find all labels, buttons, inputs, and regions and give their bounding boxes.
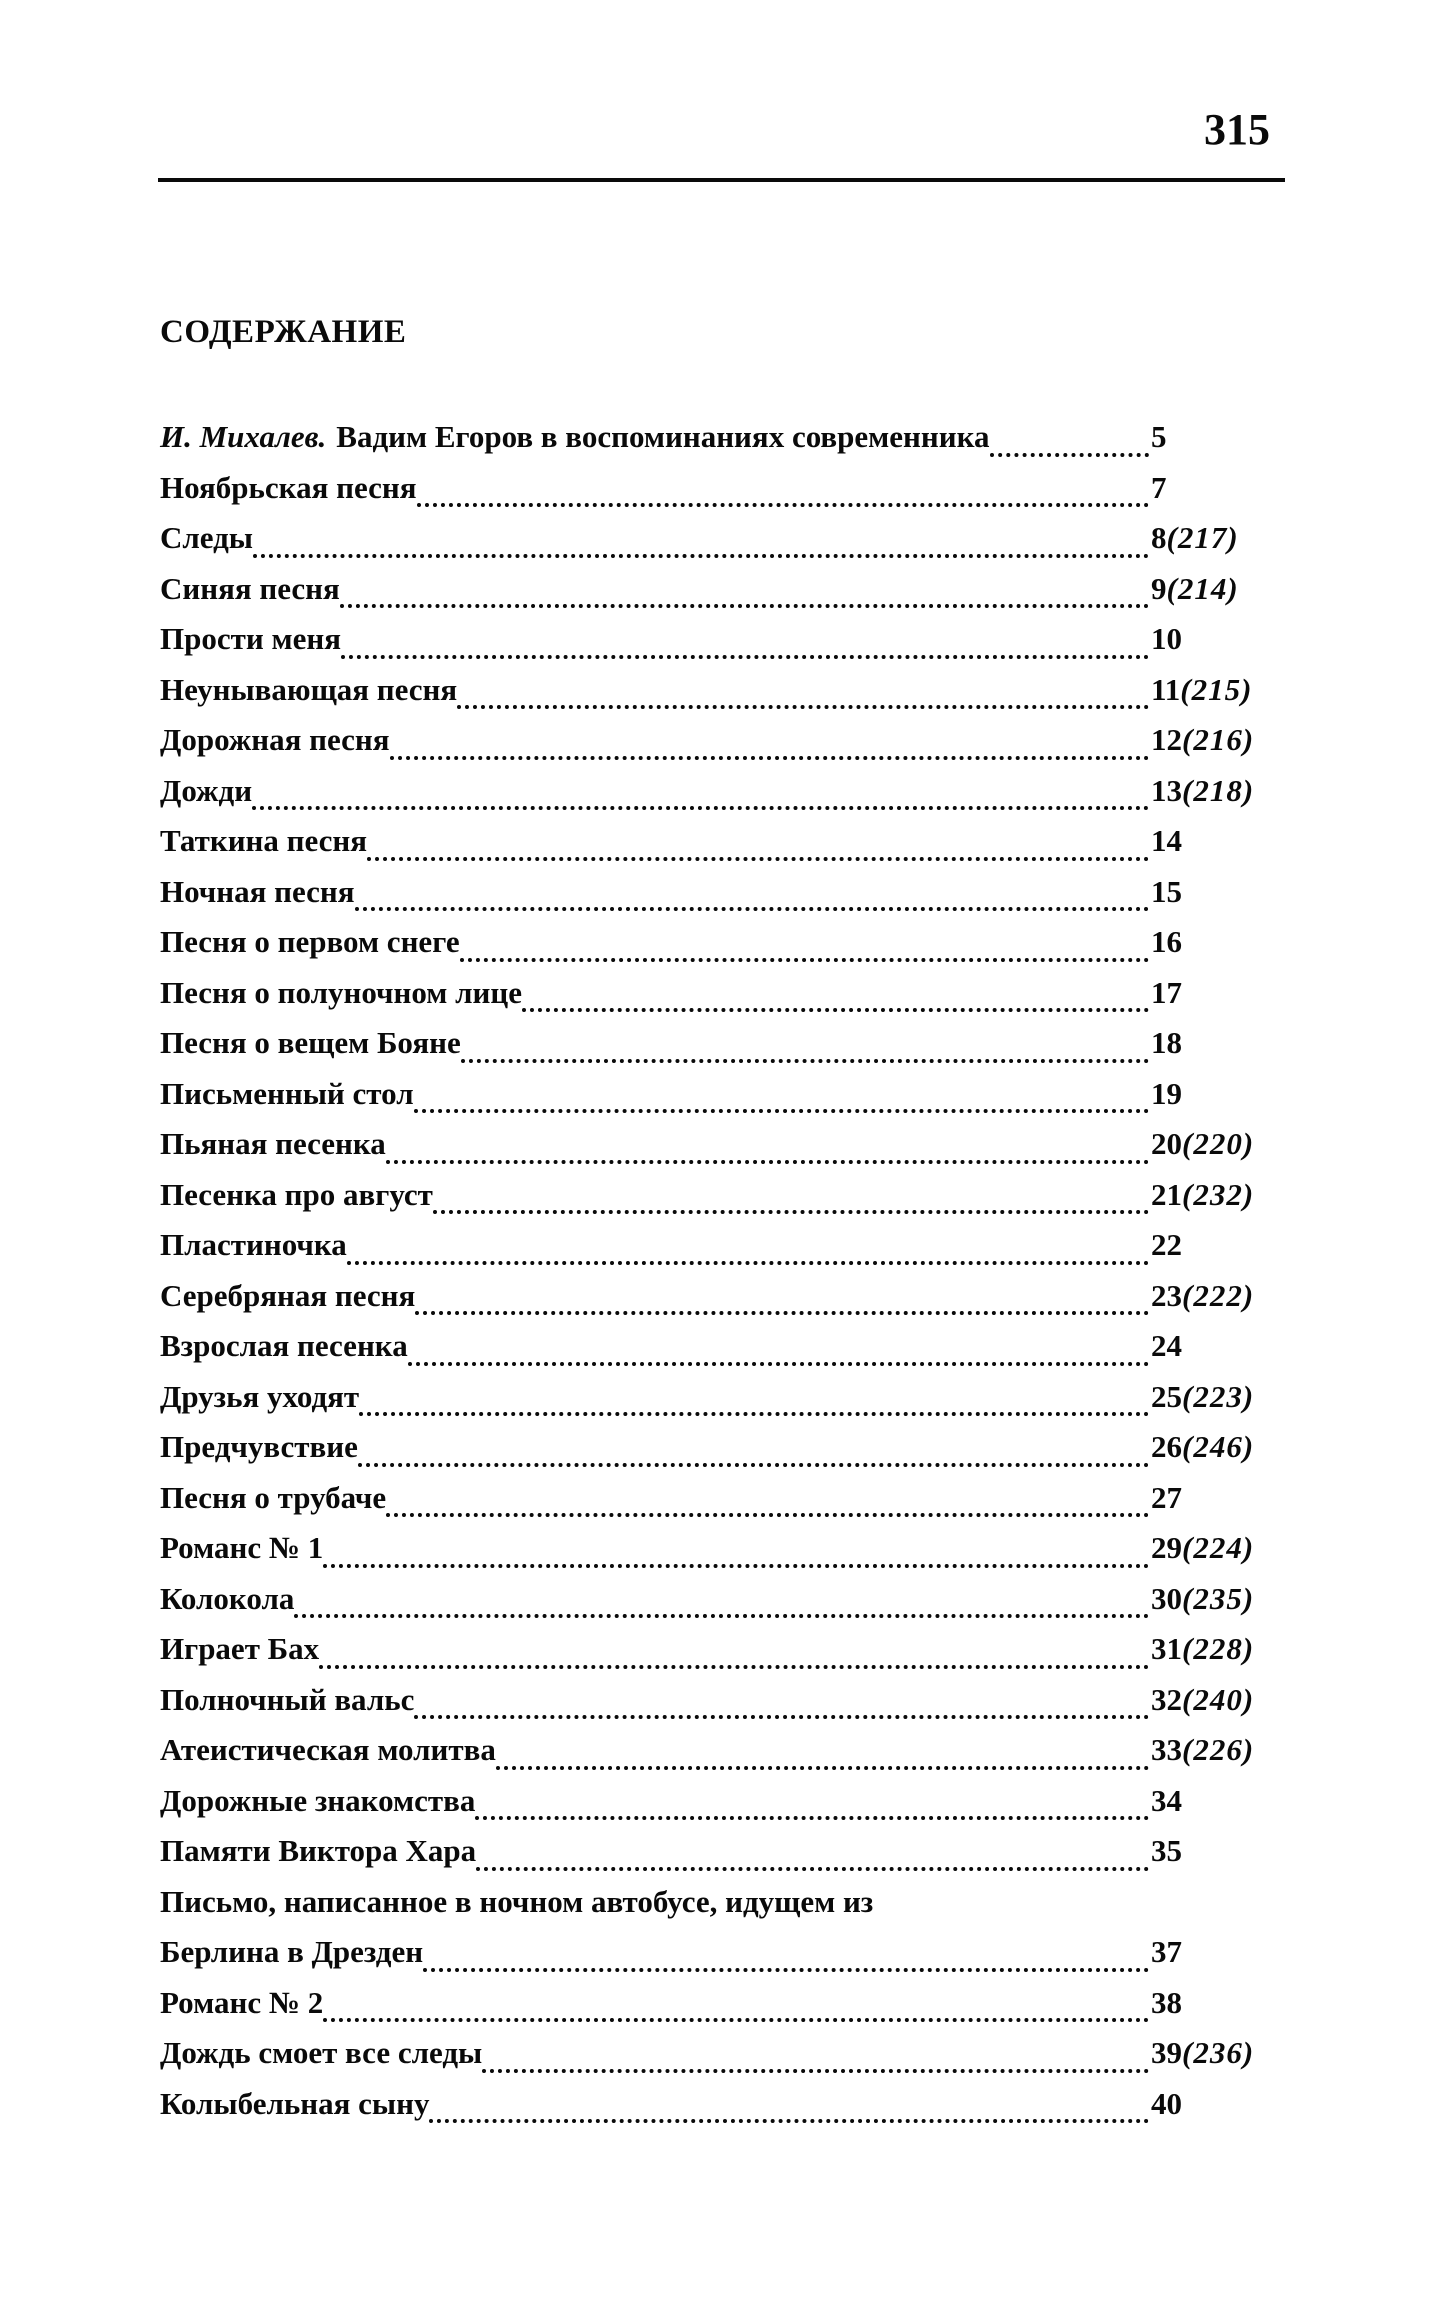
- toc-entry: [160, 1119, 1280, 1170]
- toc-entry-page-ref: (215): [1180, 671, 1253, 707]
- toc-entry-page: [1149, 419, 1167, 455]
- toc-entry-page: [1149, 1328, 1182, 1364]
- toc-entry-page: [1149, 1379, 1254, 1415]
- toc-entry-page: [1149, 1076, 1182, 1112]
- toc-entry-page-number: 34: [1151, 1782, 1182, 1818]
- toc-entry-page-number: 33: [1151, 1732, 1182, 1768]
- toc-entry-title-text: Дождь смоет все следы: [160, 2035, 483, 2071]
- toc-leader-dots: [476, 1840, 1149, 1871]
- toc-entry: [160, 1271, 1280, 1322]
- toc-entry-title-text: Неунывающая песня: [160, 671, 458, 707]
- toc-entry: [160, 917, 1280, 968]
- toc-entry-page: [1149, 975, 1182, 1011]
- toc-entry-title: [160, 1985, 323, 2021]
- toc-entry: [160, 1725, 1280, 1776]
- toc-entry: [160, 1826, 1280, 1877]
- toc-entry-title: [160, 520, 253, 556]
- toc-entry: [160, 1069, 1280, 1120]
- toc-entry-page: [1149, 773, 1254, 809]
- toc-leader-dots: [414, 1688, 1149, 1719]
- toc-entry-title-text: Вадим Егоров в воспоминаниях современника: [336, 419, 990, 455]
- toc-entry-title: [160, 1076, 414, 1112]
- toc-entry: [160, 1523, 1280, 1574]
- toc-entry: [160, 1927, 1280, 1978]
- toc-entry-page: [1149, 571, 1239, 607]
- toc-leader-dots: [460, 931, 1149, 962]
- toc-entry-title: [160, 823, 367, 859]
- toc-entry-page: [1149, 1732, 1254, 1768]
- toc-entry-title: [160, 1833, 476, 1869]
- toc-entry-page-number: 23: [1151, 1277, 1182, 1313]
- toc-entry: [160, 715, 1280, 766]
- toc-entry-title: [160, 1581, 294, 1617]
- toc-entry: [160, 1624, 1280, 1675]
- toc-entry-page-number: 25: [1151, 1378, 1182, 1414]
- toc-entry-title-text: Песня о трубаче: [160, 1479, 387, 1515]
- toc-entry-page-number: 11: [1151, 671, 1181, 707]
- toc-entry-page: [1149, 470, 1167, 506]
- toc-entry-page-number: 8: [1151, 520, 1167, 556]
- toc-entry: [160, 1321, 1280, 1372]
- toc-entry-page: [1149, 1530, 1254, 1566]
- toc-leader-dots: [358, 1436, 1149, 1467]
- toc-entry-page-number: 17: [1151, 974, 1182, 1010]
- toc-entry-page-ref: (224): [1182, 1530, 1255, 1566]
- toc-entry-page: [1149, 520, 1239, 556]
- toc-entry: [160, 816, 1280, 867]
- toc-entry-page-number: 14: [1151, 823, 1182, 859]
- toc-entry-page-number: 27: [1151, 1479, 1182, 1515]
- toc-entry: [160, 1776, 1280, 1827]
- toc-entry-title-text: Письмо, написанное в ночном автобусе, идущем из: [160, 1883, 874, 1919]
- toc-entry-page: [1149, 1025, 1182, 1061]
- toc-entry-page: [1149, 722, 1254, 758]
- toc-entry-title: [160, 1480, 386, 1516]
- toc-leader-dots: [414, 1082, 1149, 1113]
- toc-entry-page-number: 22: [1151, 1227, 1182, 1263]
- toc-entry-page-number: 32: [1151, 1681, 1182, 1717]
- toc-entry-page-number: 39: [1151, 2035, 1182, 2071]
- toc-leader-dots: [347, 1234, 1149, 1265]
- toc-entry-title: [160, 1328, 408, 1364]
- toc-entry-page-number: 30: [1151, 1580, 1182, 1616]
- toc-entry-title-text: Взрослая песенка: [160, 1328, 408, 1364]
- toc-entry-title-text: Дорожные знакомства: [160, 1782, 476, 1818]
- toc-entry-page-ref: (217): [1166, 520, 1239, 556]
- toc-entry-page: [1149, 1783, 1182, 1819]
- toc-entry: [160, 867, 1280, 918]
- toc-leader-dots: [433, 1183, 1149, 1214]
- toc-entry-page: [1149, 1934, 1182, 1970]
- toc-entry-page-number: 9: [1151, 570, 1167, 606]
- toc-list: [160, 412, 1280, 2129]
- toc-entry-title-text: Берлина в Дрезден: [160, 1934, 424, 1970]
- toc-leader-dots: [429, 2092, 1149, 2123]
- toc-entry-page-number: 24: [1151, 1328, 1182, 1364]
- toc-entry-page-number: 13: [1151, 772, 1182, 808]
- toc-leader-dots: [390, 729, 1149, 760]
- toc-entry-page-number: 15: [1151, 873, 1182, 909]
- toc-entry-page-number: 10: [1151, 621, 1182, 657]
- toc-entry: [160, 1473, 1280, 1524]
- toc-entry-page-number: 35: [1151, 1833, 1182, 1869]
- toc-leader-dots: [461, 1032, 1149, 1063]
- toc-entry: [160, 614, 1280, 665]
- toc-entry-page-number: 18: [1151, 1025, 1182, 1061]
- toc-entry-title-text: Дорожная песня: [160, 722, 390, 758]
- toc-leader-dots: [323, 1991, 1149, 2022]
- toc-leader-dots: [319, 1638, 1149, 1669]
- toc-entry-page: [1149, 874, 1182, 910]
- toc-leader-dots: [386, 1486, 1149, 1517]
- toc-entry: [160, 1372, 1280, 1423]
- toc-entry-page-ref: (236): [1182, 2035, 1255, 2071]
- toc-leader-dots: [457, 678, 1149, 709]
- toc-entry-page-ref: (226): [1182, 1732, 1255, 1768]
- toc-entry-title: [160, 1126, 386, 1162]
- toc-leader-dots: [359, 1385, 1149, 1416]
- toc-leader-dots: [367, 830, 1149, 861]
- toc-leader-dots: [990, 426, 1149, 457]
- toc-entry-page: [1149, 924, 1182, 960]
- toc-entry-page: [1149, 1985, 1182, 2021]
- toc-entry: [160, 463, 1280, 514]
- toc-entry-title-text: Синяя песня: [160, 570, 340, 606]
- toc-entry-title-text: Памяти Виктора Хара: [160, 1833, 477, 1869]
- toc-entry-title: [160, 1177, 433, 1213]
- toc-entry-page: [1149, 1480, 1182, 1516]
- toc-entry-title-text: Пьяная песенка: [160, 1126, 386, 1162]
- toc-entry-page-ref: (216): [1182, 722, 1255, 758]
- toc-entry-page-ref: (218): [1182, 772, 1255, 808]
- toc-entry: [160, 1978, 1280, 2029]
- toc-entry-title: [160, 1227, 347, 1263]
- toc-entry-title: [160, 1732, 496, 1768]
- toc-leader-dots: [341, 628, 1149, 659]
- toc-leader-dots: [482, 2042, 1149, 2073]
- toc-entry-title: [160, 1783, 475, 1819]
- toc-entry-page: [1149, 2086, 1182, 2122]
- toc-entry-page: [1149, 1126, 1254, 1162]
- toc-entry-title-text: Песня о полуночном лице: [160, 974, 523, 1010]
- toc-entry: [160, 1018, 1280, 1069]
- toc-entry-title: [160, 470, 417, 506]
- toc-entry-page: [1149, 672, 1252, 708]
- toc-leader-dots: [522, 981, 1149, 1012]
- toc-entry: [160, 2079, 1280, 2130]
- toc-leader-dots: [408, 1335, 1149, 1366]
- toc-entry-title: [160, 1530, 323, 1566]
- toc-entry-title: [160, 924, 460, 960]
- toc-entry-title: [160, 571, 340, 607]
- toc-leader-dots: [386, 1133, 1149, 1164]
- toc-entry: [160, 968, 1280, 1019]
- header-rule: [158, 178, 1285, 182]
- toc-entry-title-text: Серебряная песня: [160, 1277, 416, 1313]
- toc-entry-title-text: Колокола: [160, 1580, 295, 1616]
- toc-leader-dots: [340, 577, 1149, 608]
- toc-entry-title: [160, 419, 990, 455]
- toc-entry-title: [160, 2035, 482, 2071]
- toc-entry-title: [160, 621, 341, 657]
- toc-entry-page-number: 29: [1151, 1530, 1182, 1566]
- toc-entry-title: [160, 1631, 319, 1667]
- toc-entry-title-text: Песня о вещем Бояне: [160, 1025, 461, 1061]
- toc-entry-page-number: 38: [1151, 1984, 1182, 2020]
- toc-entry-title-text: Пластиночка: [160, 1227, 347, 1263]
- toc-entry-title-text: Играет Бах: [160, 1631, 320, 1667]
- toc-entry-title: [160, 672, 457, 708]
- toc-entry: [160, 665, 1280, 716]
- toc-entry: [160, 1675, 1280, 1726]
- toc-entry-page-number: 37: [1151, 1934, 1182, 1970]
- toc-entry-title-text: Друзья уходят: [160, 1378, 360, 1414]
- toc-entry-page-ref: (222): [1182, 1277, 1255, 1313]
- toc-entry-title: [160, 1682, 414, 1718]
- toc-entry-page: [1149, 1682, 1254, 1718]
- toc-entry-title-text: Романс № 2: [160, 1984, 324, 2020]
- toc-entry-title-text: Песня о первом снеге: [160, 924, 460, 960]
- toc-entry-page: [1149, 2035, 1254, 2071]
- toc-entry: [160, 1170, 1280, 1221]
- toc-entry: [160, 412, 1280, 463]
- toc-entry-title-text: Письменный стол: [160, 1075, 414, 1111]
- toc-entry-title: [160, 1379, 359, 1415]
- toc-leader-dots: [423, 1941, 1149, 1972]
- toc-entry-title-text: Колыбельная сыну: [160, 2085, 430, 2121]
- toc-entry: [160, 1220, 1280, 1271]
- toc-entry-page: [1149, 1429, 1254, 1465]
- toc-entry-page: [1149, 823, 1182, 859]
- toc-entry-page: [1149, 1581, 1254, 1617]
- toc-entry-page: [1149, 1833, 1182, 1869]
- toc-entry-title-text: Предчувствие: [160, 1429, 358, 1465]
- toc-entry-page-number: 7: [1151, 469, 1167, 505]
- toc-entry: [160, 564, 1280, 615]
- toc-entry-page-number: 26: [1151, 1429, 1182, 1465]
- toc-entry-page-ref: (220): [1182, 1126, 1255, 1162]
- toc-entry-title: [160, 1884, 873, 1920]
- toc-leader-dots: [415, 1284, 1149, 1315]
- toc-entry-page-number: 5: [1151, 419, 1167, 455]
- toc-entry-page: [1149, 621, 1182, 657]
- toc-entry: [160, 766, 1280, 817]
- toc-entry-title: [160, 1025, 461, 1061]
- toc-entry-title-text: Романс № 1: [160, 1530, 324, 1566]
- toc-leader-dots: [294, 1587, 1149, 1618]
- toc-entry-page-number: 40: [1151, 2085, 1182, 2121]
- toc-entry-title-text: Атеистическая молитва: [160, 1732, 496, 1768]
- toc-entry-page: [1149, 1278, 1254, 1314]
- toc-entry-title-text: Песенка про август: [160, 1176, 433, 1212]
- toc-entry-title-text: Полночный вальс: [160, 1681, 415, 1717]
- toc-entry-title: [160, 2086, 429, 2122]
- toc-entry-page-number: 12: [1151, 722, 1182, 758]
- toc-entry-title-text: Ночная песня: [160, 873, 355, 909]
- toc-entry-page-number: 19: [1151, 1075, 1182, 1111]
- toc-leader-dots: [252, 779, 1149, 810]
- toc-entry-page-number: 20: [1151, 1126, 1182, 1162]
- toc-entry-title-text: Ноябрьская песня: [160, 469, 417, 505]
- toc-entry-title-text: Таткина песня: [160, 823, 368, 859]
- toc-entry-page: [1149, 1227, 1182, 1263]
- toc-entry-page-ref: (223): [1182, 1378, 1255, 1414]
- toc-entry-page-ref: (228): [1182, 1631, 1255, 1667]
- toc-entry-title: [160, 1429, 358, 1465]
- toc-entry: [160, 1422, 1280, 1473]
- page-number: 315: [1204, 105, 1270, 154]
- toc-entry-page-ref: (246): [1182, 1429, 1255, 1465]
- toc-entry: [160, 2028, 1280, 2079]
- toc-entry-page-ref: (240): [1182, 1681, 1255, 1717]
- toc-entry-title-text: Следы: [160, 520, 254, 556]
- toc-entry-page-ref: (232): [1182, 1176, 1255, 1212]
- toc-entry-title: [160, 874, 355, 910]
- toc-entry-title: [160, 722, 390, 758]
- toc-leader-dots: [496, 1739, 1149, 1770]
- toc-entry-page-number: 21: [1151, 1176, 1182, 1212]
- toc-entry-page-ref: (235): [1182, 1580, 1255, 1616]
- toc-leader-dots: [355, 880, 1149, 911]
- toc-entry-page-ref: (214): [1166, 570, 1239, 606]
- toc-leader-dots: [253, 527, 1149, 558]
- toc-entry: [160, 1877, 1280, 1928]
- toc-entry-page-number: 31: [1151, 1631, 1182, 1667]
- toc-entry-title: [160, 773, 252, 809]
- toc-entry-author: И. Михалев.: [160, 419, 327, 455]
- toc-leader-dots: [475, 1789, 1149, 1820]
- toc-entry-title: [160, 975, 522, 1011]
- toc-entry-page: [1149, 1177, 1254, 1213]
- toc-entry-title: [160, 1934, 423, 1970]
- toc-entry-page-number: 16: [1151, 924, 1182, 960]
- toc-entry-title: [160, 1278, 415, 1314]
- toc-entry-page: [1149, 1631, 1254, 1667]
- toc-entry-title-text: Прости меня: [160, 621, 341, 657]
- toc-leader-dots: [323, 1537, 1149, 1568]
- toc-entry: [160, 513, 1280, 564]
- toc-entry-title-text: Дожди: [160, 772, 253, 808]
- toc-leader-dots: [417, 476, 1150, 507]
- toc-heading: СОДЕРЖАНИЕ: [160, 314, 407, 350]
- toc-entry: [160, 1574, 1280, 1625]
